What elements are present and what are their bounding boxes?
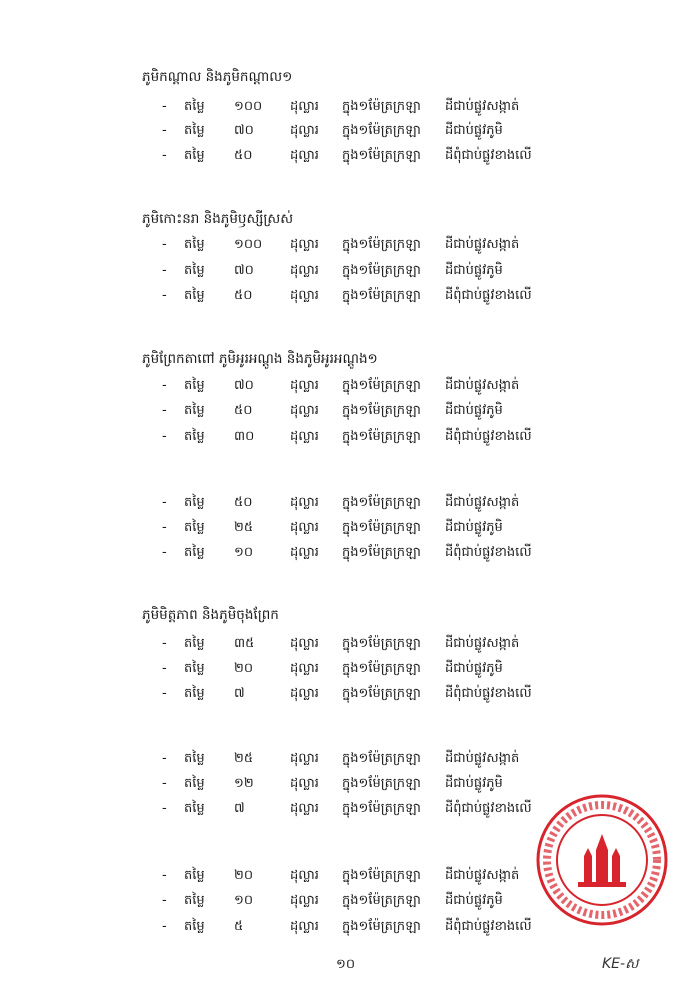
section-continuation: ភូមិកណ្ដាល និងភូមិកណ្ដាល១ [142, 69, 293, 85]
price-amount: ៧០ [234, 263, 254, 278]
price-item [162, 234, 612, 256]
currency-unit: ដុល្លារ [290, 545, 319, 560]
road-type: ដីពុំជាប់ផ្លូវខាងលើ [445, 686, 532, 701]
dash: - [162, 378, 167, 393]
price-amount: ២៥ [234, 520, 254, 535]
road-type: ដីជាប់ផ្លូវសង្កាត់ [445, 99, 520, 114]
currency-unit: ដុល្លារ [290, 893, 319, 908]
price-label: តម្លៃ [184, 237, 205, 252]
currency-unit: ដុល្លារ [290, 919, 319, 934]
currency-unit: ដុល្លារ [290, 237, 319, 252]
area-unit: ក្នុង១ម៉ែត្រក្រឡា [342, 520, 421, 535]
currency-unit: ដុល្លារ [290, 263, 319, 278]
area-unit: ក្នុង១ម៉ែត្រក្រឡា [342, 288, 421, 303]
price-item [162, 96, 612, 118]
price-item [162, 145, 612, 167]
price-item [162, 260, 612, 282]
section-continuation: ភូមិមិត្តភាព និងភូមិចុងព្រែក [142, 607, 279, 623]
road-type: ដីជាប់ផ្លូវសង្កាត់ [445, 868, 520, 883]
price-amount: ៥ [234, 919, 244, 934]
price-amount: ៣៥ [234, 636, 255, 651]
area-unit: ក្នុង១ម៉ែត្រក្រឡា [342, 99, 421, 114]
currency-unit: ដុល្លារ [290, 751, 319, 766]
area-unit: ក្នុង១ម៉ែត្រក្រឡា [342, 661, 421, 676]
price-item [162, 658, 612, 680]
price-item [162, 683, 612, 705]
price-amount: ៧០ [234, 123, 254, 138]
price-amount: ២០ [234, 868, 254, 883]
road-type: ដីជាប់ផ្លូវសង្កាត់ [445, 495, 520, 510]
area-unit: ក្នុង១ម៉ែត្រក្រឡា [342, 378, 421, 393]
price-label: តម្លៃ [184, 893, 205, 908]
area-unit: ក្នុង១ម៉ែត្រក្រឡា [342, 636, 421, 651]
road-type: ដីជាប់ផ្លូវសង្កាត់ [445, 378, 520, 393]
price-amount: ៥០ [234, 148, 253, 163]
road-type: ដីពុំជាប់ផ្លូវខាងលើ [445, 429, 532, 444]
area-unit: ក្នុង១ម៉ែត្រក្រឡា [342, 545, 421, 560]
area-unit: ក្នុង១ម៉ែត្រក្រឡា [342, 868, 421, 883]
price-label: តម្លៃ [184, 429, 205, 444]
price-item [162, 400, 612, 422]
price-label: តម្លៃ [184, 263, 205, 278]
dash: - [162, 123, 167, 138]
road-type: ដីជាប់ផ្លូវសង្កាត់ [445, 636, 520, 651]
road-type: ដីជាប់ផ្លូវភូមិ [445, 661, 503, 676]
price-item [162, 542, 612, 564]
price-label: តម្លៃ [184, 776, 205, 791]
price-label: តម្លៃ [184, 520, 205, 535]
currency-unit: ដុល្លារ [290, 801, 319, 816]
price-amount: ១០០ [234, 237, 263, 252]
price-amount: ១០ [234, 893, 254, 908]
road-type: ដីជាប់ផ្លូវភូមិ [445, 263, 503, 278]
price-label: តម្លៃ [184, 123, 205, 138]
dash: - [162, 99, 167, 114]
area-unit: ក្នុង១ម៉ែត្រក្រឡា [342, 263, 421, 278]
area-unit: ក្នុង១ម៉ែត្រក្រឡា [342, 429, 421, 444]
area-unit: ក្នុង១ម៉ែត្រក្រឡា [342, 237, 421, 252]
dash: - [162, 686, 167, 701]
price-label: តម្លៃ [184, 403, 205, 418]
price-item [162, 426, 612, 448]
price-item [162, 120, 612, 142]
currency-unit: ដុល្លារ [290, 148, 319, 163]
price-item [162, 633, 612, 655]
road-type: ដីពុំជាប់ផ្លូវខាងលើ [445, 288, 532, 303]
price-label: តម្លៃ [184, 686, 205, 701]
dash: - [162, 545, 167, 560]
price-label: តម្លៃ [184, 636, 205, 651]
price-amount: ១២ [234, 776, 254, 791]
area-unit: ក្នុង១ម៉ែត្រក្រឡា [342, 495, 421, 510]
area-unit: ក្នុង១ម៉ែត្រក្រឡា [342, 148, 421, 163]
dash: - [162, 429, 167, 444]
road-type: ដីពុំជាប់ផ្លូវខាងលើ [445, 148, 532, 163]
currency-unit: ដុល្លារ [290, 378, 319, 393]
dash: - [162, 776, 167, 791]
dash: - [162, 868, 167, 883]
price-amount: ៧០ [234, 378, 254, 393]
dash: - [162, 263, 167, 278]
dash: - [162, 403, 167, 418]
price-label: តម្លៃ [184, 751, 205, 766]
currency-unit: ដុល្លារ [290, 288, 319, 303]
area-unit: ក្នុង១ម៉ែត្រក្រឡា [342, 403, 421, 418]
handwritten-initials: KE-ស [602, 956, 639, 972]
price-label: តម្លៃ [184, 545, 205, 560]
currency-unit: ដុល្លារ [290, 520, 319, 535]
dash: - [162, 288, 167, 303]
currency-unit: ដុល្លារ [290, 429, 319, 444]
currency-unit: ដុល្លារ [290, 99, 319, 114]
road-type: ដីជាប់ផ្លូវភូមិ [445, 520, 503, 535]
dash: - [162, 751, 167, 766]
price-amount: ២០ [234, 661, 254, 676]
price-item [162, 748, 612, 770]
temple-icon [578, 834, 626, 887]
currency-unit: ដុល្លារ [290, 636, 319, 651]
price-label: តម្លៃ [184, 495, 205, 510]
currency-unit: ដុល្លារ [290, 123, 319, 138]
road-type: ដីជាប់ផ្លូវភូមិ [445, 403, 503, 418]
currency-unit: ដុល្លារ [290, 776, 319, 791]
area-unit: ក្នុង១ម៉ែត្រក្រឡា [342, 919, 421, 934]
section-continuation: ភូមិកោះនរា និងភូមិឫស្សីស្រស់ [142, 211, 294, 227]
currency-unit: ដុល្លារ [290, 495, 319, 510]
price-item [162, 375, 612, 397]
road-type: ដីជាប់ផ្លូវភូមិ [445, 123, 503, 138]
price-label: តម្លៃ [184, 868, 205, 883]
dash: - [162, 237, 167, 252]
dash: - [162, 148, 167, 163]
price-amount: ៥០ [234, 288, 253, 303]
price-item [162, 517, 612, 539]
price-item [162, 492, 612, 514]
dash: - [162, 919, 167, 934]
area-unit: ក្នុង១ម៉ែត្រក្រឡា [342, 801, 421, 816]
price-label: តម្លៃ [184, 99, 205, 114]
area-unit: ក្នុង១ម៉ែត្រក្រឡា [342, 123, 421, 138]
price-label: តម្លៃ [184, 378, 205, 393]
road-type: ដីជាប់ផ្លូវសង្កាត់ [445, 751, 520, 766]
road-type: ដីពុំជាប់ផ្លូវខាងលើ [445, 801, 532, 816]
price-amount: ៥០ [234, 495, 253, 510]
dash: - [162, 661, 167, 676]
road-type: ដីជាប់ផ្លូវសង្កាត់ [445, 237, 520, 252]
price-amount: ៧ [234, 686, 245, 701]
section-continuation: ភូមិព្រែកតាពៅ ភូមិអូរអណ្ដូង និងភូមិអូរអណ្ដូង១ [142, 351, 378, 367]
dash: - [162, 636, 167, 651]
road-type: ដីជាប់ផ្លូវភូមិ [445, 776, 503, 791]
official-seal [532, 790, 672, 930]
dash: - [162, 520, 167, 535]
price-amount: ២៥ [234, 751, 254, 766]
area-unit: ក្នុង១ម៉ែត្រក្រឡា [342, 776, 421, 791]
currency-unit: ដុល្លារ [290, 403, 319, 418]
price-label: តម្លៃ [184, 288, 205, 303]
price-label: តម្លៃ [184, 801, 205, 816]
area-unit: ក្នុង១ម៉ែត្រក្រឡា [342, 893, 421, 908]
price-label: តម្លៃ [184, 148, 205, 163]
dash: - [162, 495, 167, 510]
currency-unit: ដុល្លារ [290, 868, 319, 883]
dash: - [162, 801, 167, 816]
price-label: តម្លៃ [184, 919, 205, 934]
price-item [162, 285, 612, 307]
price-amount: ៥០ [234, 403, 253, 418]
area-unit: ក្នុង១ម៉ែត្រក្រឡា [342, 686, 421, 701]
road-type: ដីពុំជាប់ផ្លូវខាងលើ [445, 919, 532, 934]
price-amount: ១០០ [234, 99, 263, 114]
dash: - [162, 893, 167, 908]
road-type: ដីជាប់ផ្លូវភូមិ [445, 893, 503, 908]
area-unit: ក្នុង១ម៉ែត្រក្រឡា [342, 751, 421, 766]
page-number: ១០ [336, 957, 356, 972]
price-amount: ៣០ [234, 429, 255, 444]
price-amount: ១០ [234, 545, 254, 560]
price-label: តម្លៃ [184, 661, 205, 676]
price-amount: ៧ [234, 801, 245, 816]
currency-unit: ដុល្លារ [290, 686, 319, 701]
currency-unit: ដុល្លារ [290, 661, 319, 676]
road-type: ដីពុំជាប់ផ្លូវខាងលើ [445, 545, 532, 560]
